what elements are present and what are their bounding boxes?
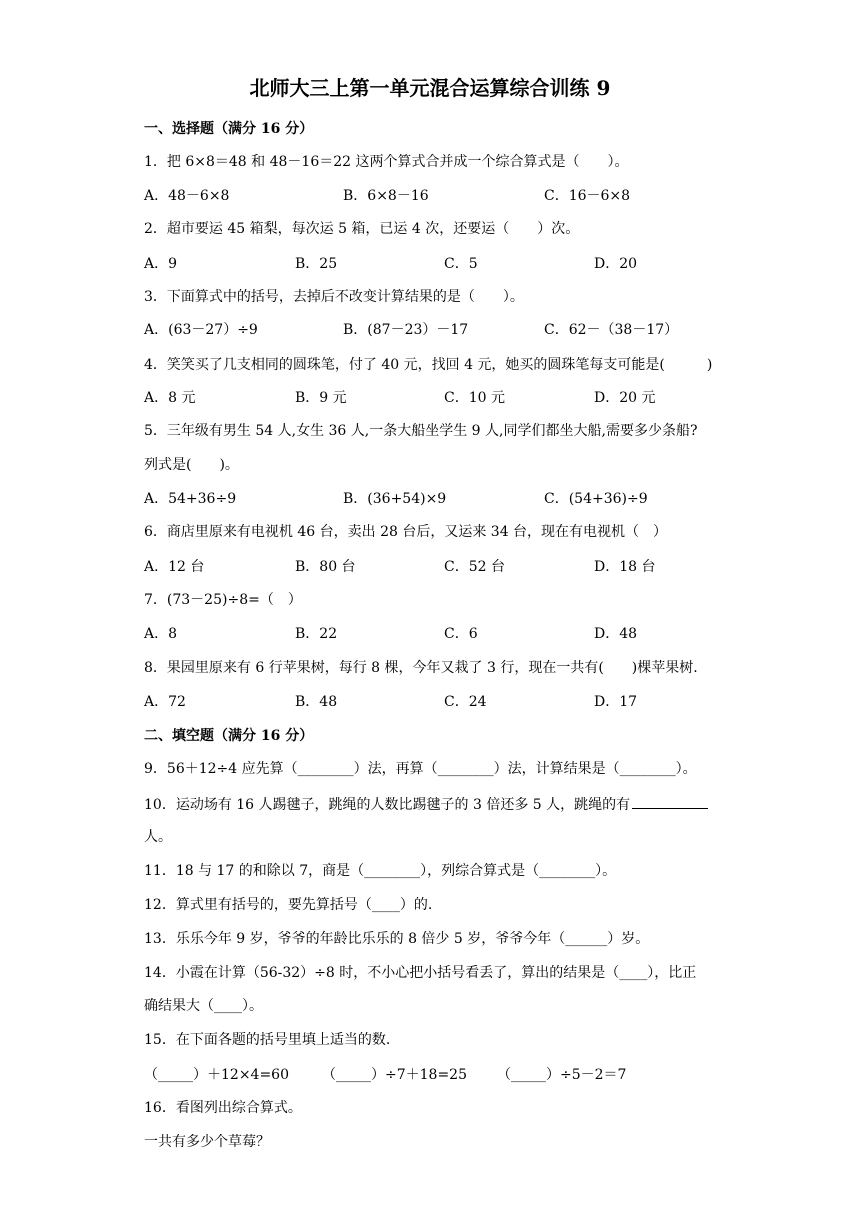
question-14-line-1: 14．小霞在计算（56-32）÷8 时，不小心把小括号看丢了，算出的结果是（____），比正 bbox=[144, 965, 697, 981]
question-6-option-a: A．12 台 bbox=[144, 559, 205, 575]
question-10-text: 10．运动场有 16 人踢毽子，跳绳的人数比踢毽子的 3 倍还多 5 人，跳绳的有 bbox=[144, 797, 631, 813]
question-5-option-a: A．54+36÷9 bbox=[144, 491, 237, 507]
section-heading-fill: 二、填空题（满分 16 分） bbox=[144, 728, 314, 744]
question-11: 11．18 与 17 的和除以 7，商是（________），列综合算式是（________）。 bbox=[144, 863, 617, 879]
question-15-item-3: （_____）÷5－2＝7 bbox=[497, 1067, 627, 1083]
question-3-option-a: A．(63－27）÷9 bbox=[144, 322, 258, 338]
question-3-option-b: B．(87－23）－17 bbox=[343, 322, 469, 338]
question-12: 12．算式里有括号的，要先算括号（____）的. bbox=[144, 897, 433, 913]
question-1-option-c: C．16－6×8 bbox=[544, 188, 631, 204]
question-2-option-c: C．5 bbox=[444, 256, 478, 272]
question-4-option-c: C．10 元 bbox=[444, 390, 505, 406]
question-16: 16．看图列出综合算式。 bbox=[144, 1100, 302, 1116]
question-4-option-a: A．8 元 bbox=[144, 390, 196, 406]
question-15-item-1: （_____）＋12×4=60 bbox=[144, 1067, 289, 1083]
answer-blank bbox=[632, 794, 708, 809]
question-10-line-2: 人。 bbox=[144, 829, 172, 845]
question-9: 9．56＋12÷4 应先算（________）法，再算（________）法，计算结果是（________）。 bbox=[144, 761, 697, 777]
question-1-option-a: A．48－6×8 bbox=[144, 188, 230, 204]
question-7-option-b: B．22 bbox=[295, 626, 338, 642]
question-8-option-d: D．17 bbox=[594, 694, 638, 710]
question-4-option-b: B．9 元 bbox=[295, 390, 347, 406]
question-5-stem-continued: 列式是( )。 bbox=[144, 457, 239, 473]
question-5-stem: 5．三年级有男生 54 人,女生 36 人,一条大船坐学生 9 人,同学们都坐大船,需要多少条船? bbox=[144, 423, 698, 439]
question-15-item-2: （_____）÷7＋18=25 bbox=[322, 1067, 467, 1083]
question-8-option-a: A．72 bbox=[144, 694, 186, 710]
question-1-option-b: B．6×8－16 bbox=[343, 188, 429, 204]
question-4-option-d: D．20 元 bbox=[594, 390, 656, 406]
question-10-line-1 bbox=[144, 794, 708, 815]
question-2-stem: 2．超市要运 45 箱梨，每次运 5 箱，已运 4 次，还要运（ ）次。 bbox=[144, 221, 580, 237]
question-6-option-b: B．80 台 bbox=[295, 559, 356, 575]
question-4-stem: 4．笑笑买了几支相同的圆珠笔，付了 40 元，找回 4 元，她买的圆珠笔每支可能是( ) bbox=[144, 357, 713, 373]
question-7-option-d: D．48 bbox=[594, 626, 638, 642]
question-15: 15．在下面各题的括号里填上适当的数. bbox=[144, 1032, 391, 1048]
question-6-option-d: D．18 台 bbox=[594, 559, 656, 575]
question-7-option-a: A．8 bbox=[144, 626, 178, 642]
question-5-option-c: C．(54+36)÷9 bbox=[544, 491, 648, 507]
question-8-stem: 8．果园里原来有 6 行苹果树，每行 8 棵，今年又栽了 3 行，现在一共有( )棵苹果树. bbox=[144, 660, 698, 676]
question-6-option-c: C．52 台 bbox=[444, 559, 505, 575]
question-13: 13．乐乐今年 9 岁，爷爷的年龄比乐乐的 8 倍少 5 岁，爷爷今年（______）岁。 bbox=[144, 931, 650, 947]
question-8-option-c: C．24 bbox=[444, 694, 487, 710]
question-6-stem: 6．商店里原来有电视机 46 台，卖出 28 台后，又运来 34 台，现在有电视机（ ） bbox=[144, 524, 668, 540]
question-7-option-c: C．6 bbox=[444, 626, 478, 642]
question-8-option-b: B．48 bbox=[295, 694, 338, 710]
question-1-stem: 1．把 6×8＝48 和 48－16＝22 这两个算式合并成一个综合算式是（ ）。 bbox=[144, 154, 629, 170]
question-3-option-c: C．62－（38－17） bbox=[544, 322, 679, 338]
question-2-option-b: B．25 bbox=[295, 256, 338, 272]
question-2-option-d: D．20 bbox=[594, 256, 638, 272]
question-14-line-2: 确结果大（____）。 bbox=[144, 998, 263, 1014]
question-3-stem: 3．下面算式中的括号，去掉后不改变计算结果的是（ ）。 bbox=[144, 289, 524, 305]
question-16-subquestion: 一共有多少个草莓？ bbox=[144, 1134, 270, 1150]
section-heading-choice: 一、选择题（满分 16 分） bbox=[144, 121, 314, 137]
question-2-option-a: A．9 bbox=[144, 256, 178, 272]
question-5-option-b: B．(36+54)×9 bbox=[343, 491, 447, 507]
page-title: 北师大三上第一单元混合运算综合训练 9 bbox=[249, 76, 611, 100]
question-7-stem: 7．(73－25)÷8=（ ） bbox=[144, 592, 302, 608]
